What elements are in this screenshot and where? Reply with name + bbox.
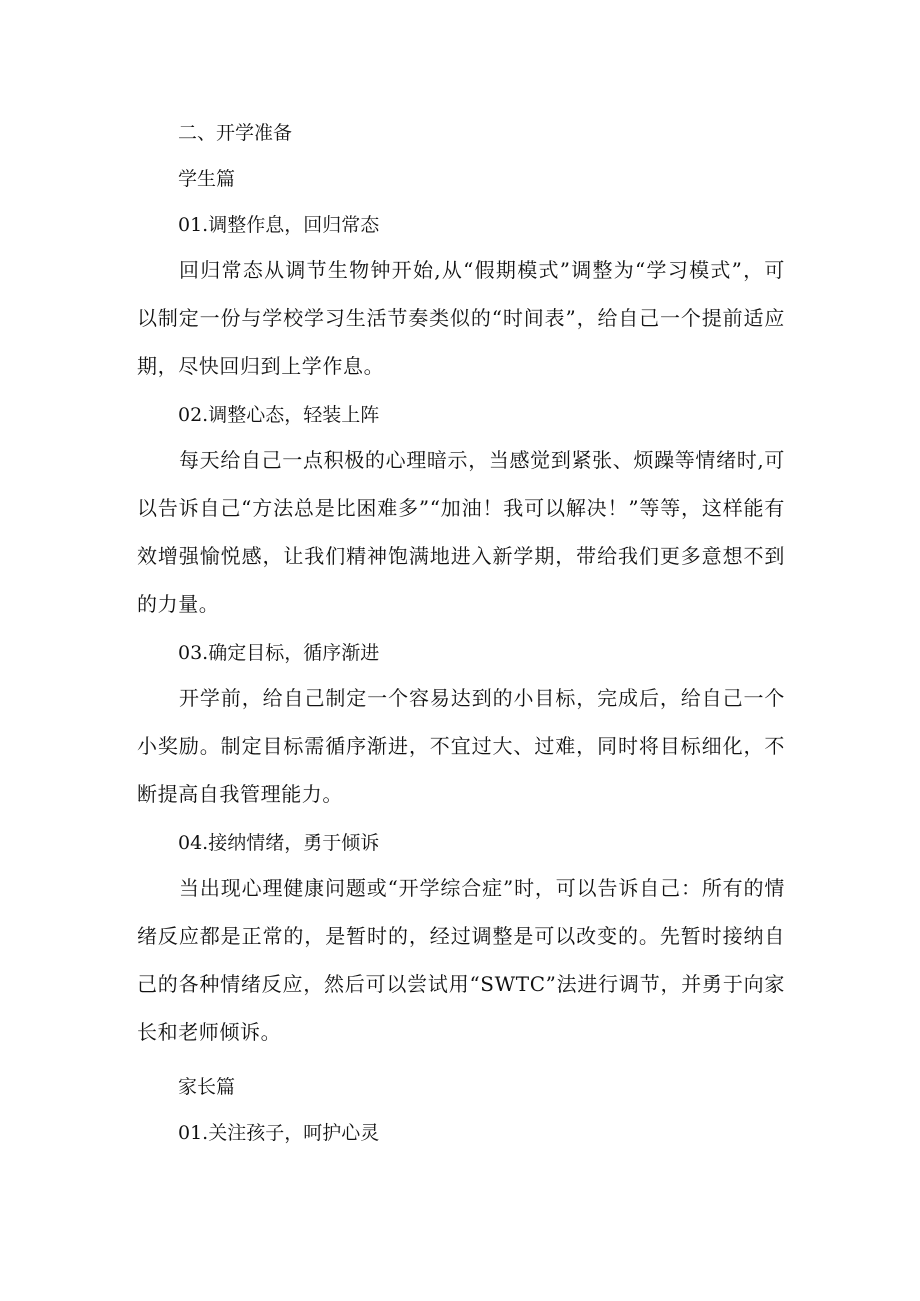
document-content	[137, 112, 785, 1154]
student-item-1-title: 01.调整作息，回归常态	[178, 214, 380, 236]
parent-item-1-title: 01.关注孩子，呵护心灵	[178, 1122, 380, 1144]
section-title: 二、开学准备	[178, 122, 293, 144]
parents-heading: 家长篇	[178, 1076, 236, 1098]
student-item-4-title: 04.接纳情绪，勇于倾诉	[178, 832, 380, 854]
student-item-2-title: 02.调整心态，轻装上阵	[178, 404, 380, 426]
students-heading: 学生篇	[178, 168, 236, 190]
student-item-1-body: 回归常态从调节生物钟开始,从“假期模式”调整为“学习模式”，可以制定一份与学校学习生活节奏类似的“时间表”，给自己一个提前适应期，尽快回归到上学作息。	[137, 258, 785, 378]
student-item-3-title: 03.确定目标，循序渐进	[178, 642, 380, 664]
student-item-3-body: 开学前，给自己制定一个容易达到的小目标，完成后，给自己一个小奖励。制定目标需循序渐进，不宜过大、过难，同时将目标细化，不断提高自我管理能力。	[137, 686, 785, 806]
student-item-4-body: 当出现心理健康问题或“开学综合症”时，可以告诉自己：所有的情绪反应都是正常的，是暂时的，经过调整是可以改变的。先暂时接纳自己的各种情绪反应，然后可以尝试用“SWTC”法进行调节，并勇于向家长和老师倾诉。	[137, 876, 785, 1044]
student-item-2-body: 每天给自己一点积极的心理暗示，当感觉到紧张、烦躁等情绪时,可以告诉自己“方法总是比困难多”“加油！我可以解决！”等等，这样能有效增强愉悦感，让我们精神饱满地进入新学期，带给我们更多意想不到的力量。	[137, 448, 785, 616]
